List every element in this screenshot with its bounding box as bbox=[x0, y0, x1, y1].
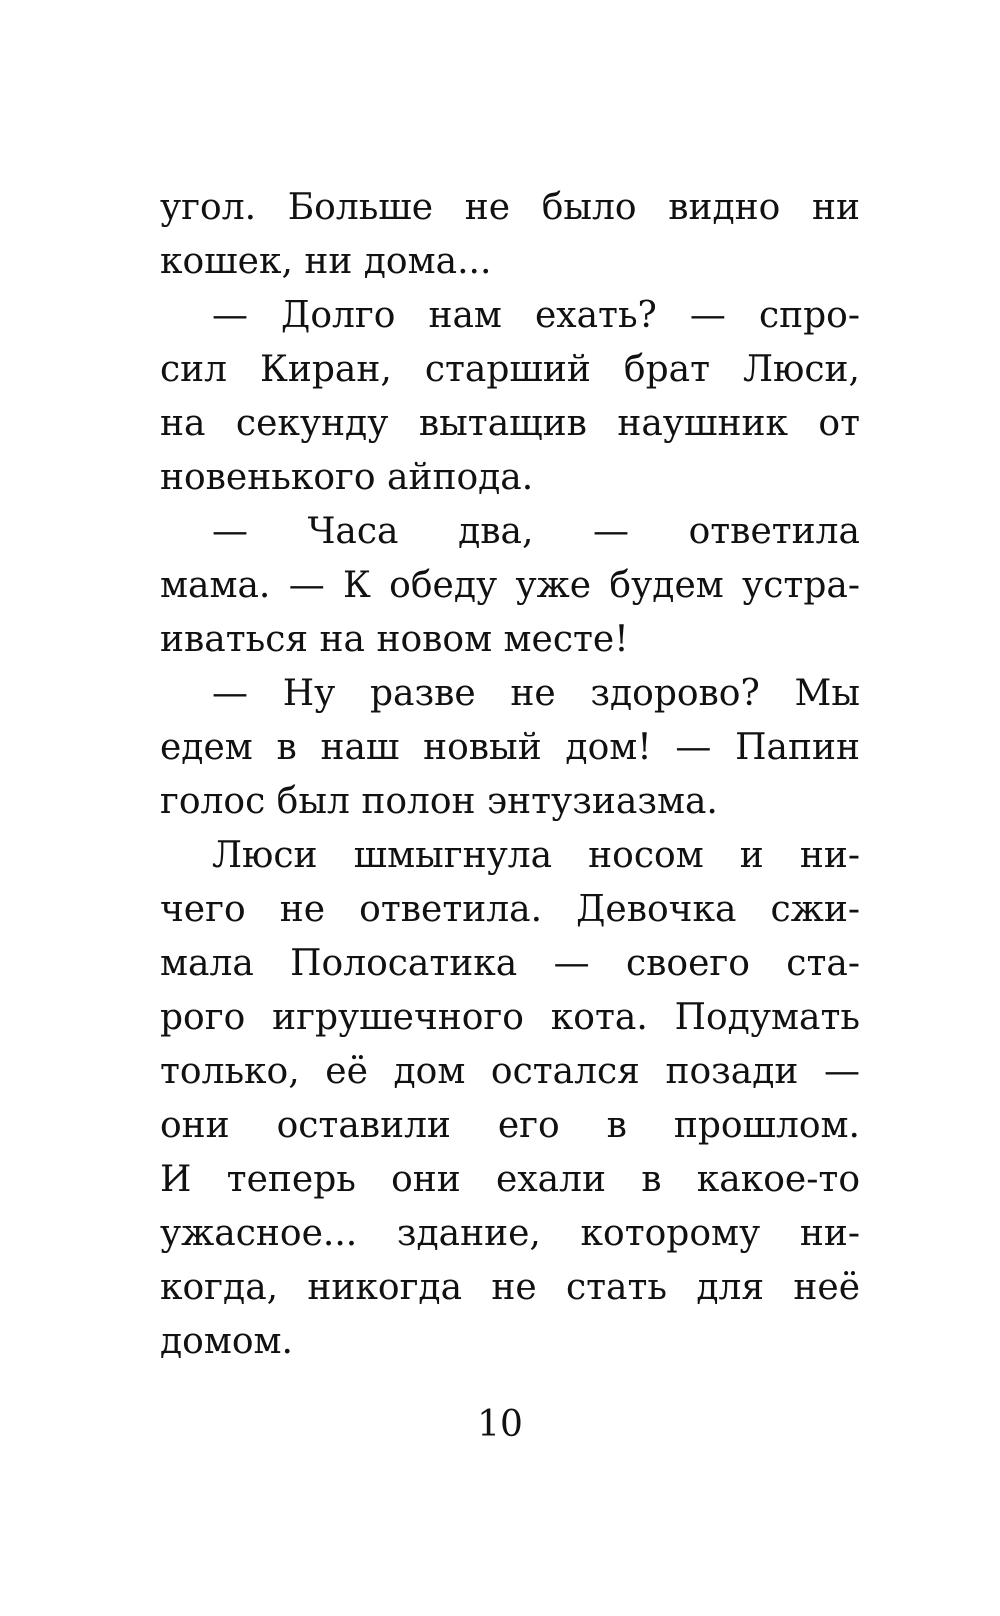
text-line: Люси шмыгнула носом и ни- bbox=[212, 835, 860, 876]
text-line: кошек, ни дома... bbox=[160, 241, 492, 282]
text-line: ужасное... здание, которому ни- bbox=[160, 1213, 860, 1254]
text-line: новенького айпода. bbox=[160, 457, 534, 498]
text-line: — Долго нам ехать? — спро- bbox=[212, 295, 860, 336]
text-line: мама. — К обеду уже будем устра- bbox=[160, 565, 860, 606]
text-line: рого игрушечного кота. Подумать bbox=[160, 997, 860, 1038]
text-line: иваться на новом месте! bbox=[160, 619, 629, 660]
text-line: сил Киран, старший брат Люси, bbox=[160, 349, 860, 390]
text-line: они оставили его в прошлом. bbox=[160, 1105, 860, 1146]
page-number: 10 bbox=[477, 1404, 523, 1445]
text-line: чего не ответила. Девочка сжи- bbox=[160, 889, 860, 930]
text-line: только, её дом остался позади — bbox=[160, 1051, 860, 1092]
text-line: — Ну разве не здорово? Мы bbox=[212, 673, 860, 714]
text-line: — Часа два, — ответила bbox=[212, 511, 860, 552]
text-line: голос был полон энтузиазма. bbox=[160, 781, 718, 822]
book-page-text bbox=[160, 181, 860, 1369]
text-line: угол. Больше не было видно ни bbox=[160, 187, 860, 228]
text-line: едем в наш новый дом! — Папин bbox=[160, 727, 860, 768]
text-line: на секунду вытащив наушник от bbox=[160, 403, 860, 444]
text-line: мала Полосатика — своего ста- bbox=[160, 943, 860, 984]
text-line: когда, никогда не стать для неё bbox=[160, 1267, 860, 1308]
text-line: домом. bbox=[160, 1321, 293, 1362]
text-line: И теперь они ехали в какое-то bbox=[160, 1159, 860, 1200]
